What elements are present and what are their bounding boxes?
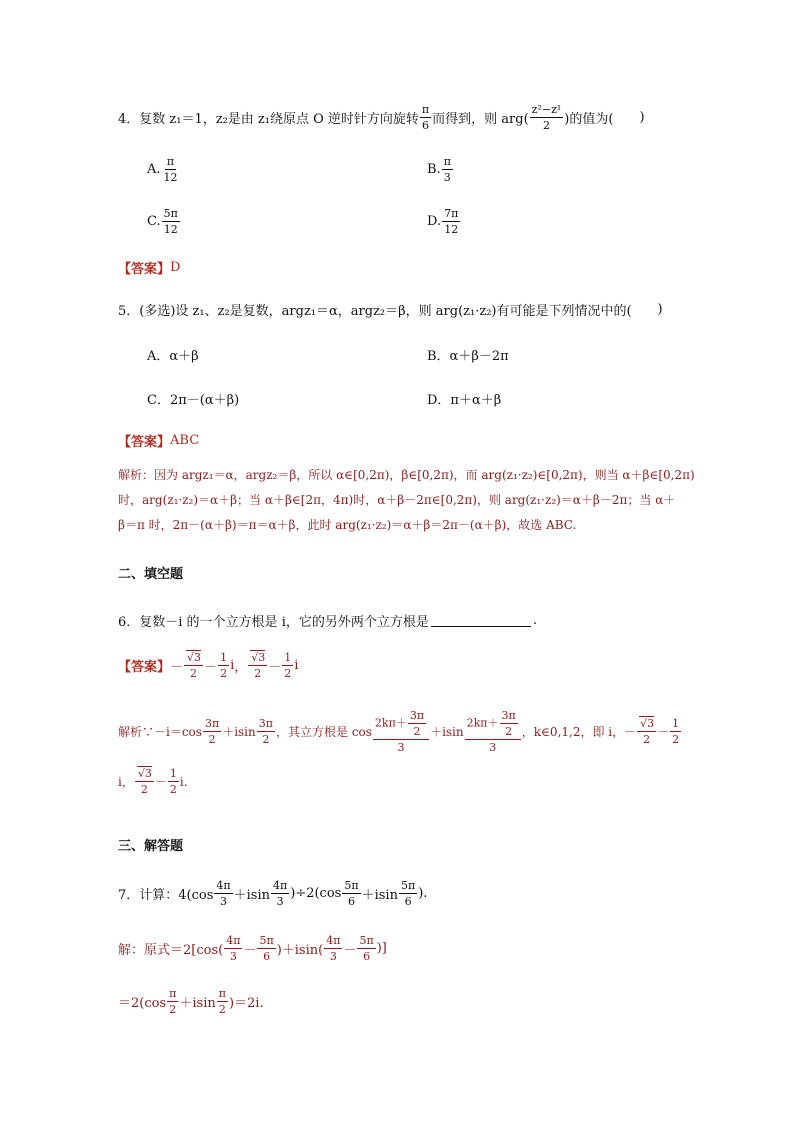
q4-option-d: D. $\frac{7\pi}{12}$	[427, 207, 459, 236]
q6-analysis-line-2: i， $\frac{√3}{2}$ － $\frac{1}{2}$ i.	[118, 767, 188, 796]
q4-stem: 4．复数 z₁＝1，z₂是由 z₁绕原点 O 逆时针方向旋转 $\frac{\pi}{6}$ 而得到，则 arg( $\frac{\text{z²−z¹}}{2}$ )的值为( )	[118, 103, 645, 132]
q5-option-d: D．π＋α＋β	[427, 393, 502, 408]
q7-solution-line-2: ＝2(cos $\frac{\pi}{2}$ ＋isin $\frac{\pi}{2}$ )＝2i.	[118, 987, 264, 1016]
q5-analysis-line-3: β＝π 时，2π－(α＋β)＝π＝α＋β，此时 arg(z₁·z₂)＝α＋β＝2π－(α＋β)，故选 ABC.	[118, 518, 577, 532]
q5-option-b: B．α＋β－2π	[427, 349, 509, 364]
section-heading-fill-blank: 二、填空题	[118, 567, 184, 582]
q4-option-b: B. $\frac{\pi}{3}$	[427, 155, 451, 184]
q5-analysis-line-2: 时，arg(z₁·z₂)＝α＋β；当 α＋β∈[2π，4π)时，α＋β－2π∈[0,2π)，则 arg(z₁·z₂)＝α＋β－2π；当 α＋	[118, 493, 676, 507]
q4-option-c: C. $\frac{5\pi}{12}$	[147, 207, 178, 236]
q4-stem-b: 而得到，则 arg(	[432, 112, 529, 127]
q5-analysis-line-1: 解析：因为 argz₁＝α，argz₂＝β，所以 α∈[0,2π)，β∈[0,2π)，而 arg(z₁·z₂)∈[0,2π)，则当 α＋β∈[0,2π)	[118, 468, 695, 482]
q4-rotation-fraction: $\frac{\pi}{6}$	[421, 103, 430, 132]
q5-stem: 5．(多选)设 z₁、z₂是复数，argz₁＝α，argz₂＝β，则 arg(z₁·z₂)有可能是下列情况中的( )	[118, 302, 663, 319]
q4-stem-c: )的值为(	[564, 112, 614, 127]
q6-analysis-line-1: 解析∵－i＝cos $\frac{3\pi}{2}$ ＋isin $\frac{3\pi}{2}$ ，其立方根是 cos 2kπ＋ $\frac{3\pi}{2}$ 3 ＋isin 2kπ＋ $\frac{3\pi}{2}$ 3 ，k∈0,1,2，即 i，－ $\frac{√3}{2}$ － $\frac{1}{2}$	[118, 709, 680, 754]
q5-option-a: A．α＋β	[147, 349, 199, 364]
q5-answer: 【答案】 ABC	[118, 433, 200, 450]
q4-option-a: A. $\frac{\pi}{12}$	[147, 155, 178, 184]
q6-answer: 【答案】 － $\frac{√3}{2}$ － $\frac{1}{2}$ i ， $\frac{√3}{2}$ － $\frac{1}{2}$ i	[118, 651, 299, 680]
q4-answer: 【答案】 D	[118, 260, 181, 277]
q5-option-c: C．2π－(α＋β)	[147, 393, 240, 408]
q6-answer-blank	[431, 614, 531, 627]
q6-stem: 6．复数－i 的一个立方根是 i，它的另外两个立方根是 .	[118, 613, 537, 630]
section-heading-solve: 三、解答题	[118, 839, 184, 854]
q4-arg-fraction: $\frac{\text{z²−z¹}}{2}$	[531, 103, 562, 132]
q4-stem-a: 4．复数 z₁＝1，z₂是由 z₁绕原点 O 逆时针方向旋转	[118, 112, 419, 127]
q7-stem: 7．计算：4(cos $\frac{4\pi}{3}$ ＋isin $\frac{4\pi}{3}$ )÷2(cos $\frac{5\pi}{6}$ ＋isin $\frac{5\pi}{6}$ ).	[118, 879, 428, 908]
q7-solution-line-1: 解：原式＝2[cos( $\frac{4\pi}{3}$ － $\frac{5\pi}{6}$ )＋isin( $\frac{4\pi}{3}$ － $\frac{5\pi}{6}$ )]	[118, 934, 387, 963]
